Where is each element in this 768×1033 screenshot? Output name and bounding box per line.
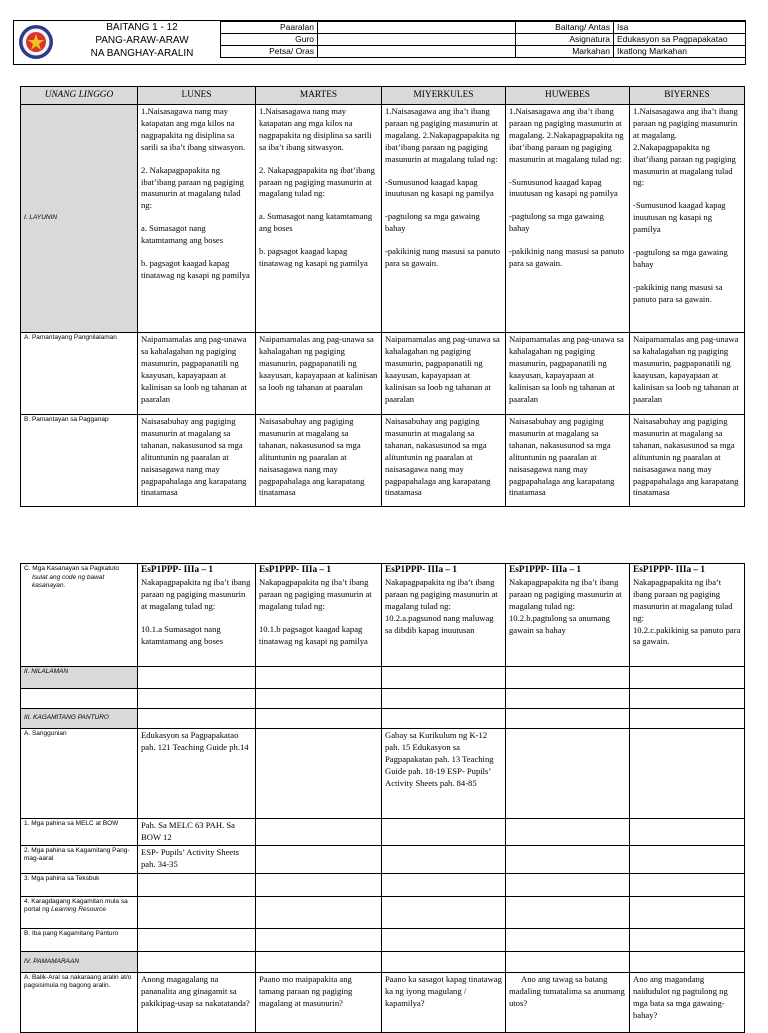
competency-cell: EsP1PPP- IIIa – 1 Nakapagpapakita ng iba’t ibang paraan ng pagiging masunurin at magalang tulad ng: 10.1.b pagsagot kaagad kapag tinatawag ng kasapi ng pamilya (256, 564, 382, 667)
learner-materials-cell: ESP- Pupils’ Activity Sheets pah. 34-35 (138, 845, 256, 873)
empty-cell (506, 928, 630, 951)
review-label: A. Balik-Aral sa nakaraang aralin at/o pagsisimula ng bagong aralin. (21, 972, 138, 1032)
melc-cell (256, 819, 382, 846)
performance-standard-cell: Naisasabuhay ang pagiging masunurin at magalang sa tahanan, nakasusunod sa mga alituntunin ng paaralan at naisasagawa nang may pagpapahalaga ang karapatang tinatamasa (256, 415, 382, 507)
content-standard-cell: Naipamamalas ang pag-unawa sa kahalagahan ng pagiging masunurin, pagpapanatili ng kaayusan, kapayapaan at kalinisan sa loob ng tahanan at paaralan (256, 333, 382, 415)
empty-cell (138, 667, 256, 689)
empty-cell (256, 873, 382, 896)
competency-cell: EsP1PPP- IIIa – 1 Nakapagpapakita ng iba’t ibang paraan ng pagiging masunurin at magalang tulad ng: 10.2.c.pakikinig sa panuto para sa gawain. (630, 564, 745, 667)
deped-seal-icon (16, 23, 60, 61)
empty-cell (630, 667, 745, 689)
table-row (21, 729, 745, 819)
learner-materials-label: 2. Mga pahina sa Kagamitang Pang-mag-aaral (21, 845, 138, 873)
empty-cell (630, 873, 745, 896)
empty-cell (382, 928, 506, 951)
form-title (64, 21, 220, 64)
table-row (21, 333, 745, 415)
empty-cell (630, 896, 745, 928)
quarter-label: Markahan (516, 46, 614, 58)
references-label: A. Sanggunian (21, 729, 138, 819)
day-header-friday: BIYERNES (630, 87, 745, 105)
objective-cell: 1.Naisasagawa ang iba’t ibang paraan ng pagiging masunurin at magalang. 2.Nakapagpapakita ng ibat’ibang paraan ng pagiging masunurin at magalang tulad ng: -Sumusunod kaagad kapag inuutusan ng kasapi ng pamilya -pagtulong sa mga gawaing bahay -pakikinig nang masusi sa panuto para sa gawain. (506, 105, 630, 333)
melc-cell (382, 819, 506, 846)
content-standard-cell: Naipamamalas ang pag-unawa sa kahalagahan ng pagiging masunurin, pagpapanatili ng kaayusan, kapayapaan at kalinisan sa loob ng tahanan at paaralan (630, 333, 745, 415)
title-line-1: BAITANG 1 - 12 (106, 22, 178, 33)
objective-cell: 1.Naisasagawa nang may katapatan ang mga kilos na nagpapakita ng disiplina sa sarili sa iba’t ibang sitwasyon. 2. Nakapagpapakita ng ibat’ibang paraan ng pagiging masunurin at magalang tulad ng: a. Sumasagot nang katamtamang ang boses b. pagsagot kaagad kapag tinatawag ng kasapi ng pamilya (256, 105, 382, 333)
empty-cell (630, 928, 745, 951)
empty-cell (138, 951, 256, 972)
performance-standard-cell: Naisasabuhay ang pagiging masunurin at magalang sa tahanan, nakasusunod sa mga alituntunin ng paaralan at naisasagawa nang may pagpapahalaga ang karapatang tinatamasa (382, 415, 506, 507)
table-header-row (21, 87, 745, 105)
reference-cell: Edukasyon sa Pagpapakatao pah. 121 Teaching Guide ph.14 (138, 729, 256, 819)
table-row (21, 896, 745, 928)
empty-cell (382, 709, 506, 729)
content-standard-cell: Naipamamalas ang pag-unawa sa kahalagahan ng pagiging masunurin, pagpapanatili ng kaayusan, kapayapaan at kalinisan sa loob ng tahanan at paaralan (138, 333, 256, 415)
table-row (21, 689, 745, 709)
melc-cell (630, 819, 745, 846)
review-cell: Ano ang tawag sa batang madaling tumatalima sa anumang utos? (506, 972, 630, 1032)
empty-cell (138, 689, 256, 709)
date-label: Petsa/ Oras (221, 46, 318, 58)
empty-cell (630, 709, 745, 729)
empty-cell (138, 873, 256, 896)
subject-label: Asignatura (516, 34, 614, 46)
empty-cell (382, 896, 506, 928)
week-header: UNANG LINGGO (21, 87, 138, 105)
reference-cell: Gabay sa Kurikulum ng K-12 pah. 15 Edukasyon sa Pagpapakatao pah. 13 Teaching Guide pah. 18-19 ESP- Pupils’ Activity Sheets pah. 84-85 (382, 729, 506, 819)
day-header-monday: LUNES (138, 87, 256, 105)
content-label: II. NILALAMAN (21, 667, 138, 689)
day-header-wednesday: MIYERKULES (382, 87, 506, 105)
empty-cell (506, 709, 630, 729)
table-row (21, 667, 745, 689)
competencies-label: C. Mga Kasanayan sa Pagkatuto Isulat ang code ng bawat kasanayan. (21, 564, 138, 667)
textbook-pages-label: 3. Mga pahina sa Teksbuk (21, 873, 138, 896)
empty-cell (256, 951, 382, 972)
grade-field[interactable]: Isa (614, 22, 746, 34)
reference-cell (506, 729, 630, 819)
materials-label: III. KAGAMITANG PANTURO (21, 709, 138, 729)
empty-cell (506, 873, 630, 896)
performance-standard-cell: Naisasabuhay ang pagiging masunurin at magalang sa tahanan, nakasusunod sa mga alituntunin ng paaralan at naisasagawa nang may pagpapahalaga ang karapatang tinatamasa (506, 415, 630, 507)
learner-materials-cell (506, 845, 630, 873)
competency-cell: EsP1PPP- IIIa – 1 Nakapagpapakita ng iba’t ibang paraan ng pagiging masunurin at magalang tulad ng: 10.2.b.pagtulong sa anumang gawain sa bahay (506, 564, 630, 667)
teacher-field[interactable] (318, 34, 516, 46)
learner-materials-cell (382, 845, 506, 873)
table-row (21, 819, 745, 846)
review-cell: Anong magagalang na pananalita ang ginagamit sa pakikipag-usap sa nakatatanda? (138, 972, 256, 1032)
table-row (21, 709, 745, 729)
empty-cell (256, 709, 382, 729)
empty-label-cell (21, 689, 138, 709)
teacher-label: Guro (221, 34, 318, 46)
melc-pages-label: 1. Mga pahina sa MELC at BOW (21, 819, 138, 846)
empty-cell (138, 709, 256, 729)
learner-materials-cell (630, 845, 745, 873)
content-standard-label: A. Pamantayang Pangnilalaman (21, 333, 138, 415)
empty-cell (506, 689, 630, 709)
empty-cell (382, 873, 506, 896)
objectives-table (20, 86, 745, 507)
content-standard-cell: Naipamamalas ang pag-unawa sa kahalagahan ng pagiging masunurin, pagpapanatili ng kaayusan, kapayapaan at kalinisan sa loob ng tahanan at paaralan (506, 333, 630, 415)
performance-standard-label: B. Pamantayan sa Pagganap (21, 415, 138, 507)
table-row (21, 972, 745, 1032)
content-standard-cell: Naipamamalas ang pag-unawa sa kahalagahan ng pagiging masunurin, pagpapanatili ng kaayusan, kapayapaan at kalinisan sa loob ng tahanan at paaralan (382, 333, 506, 415)
empty-cell (138, 896, 256, 928)
form-header (13, 20, 746, 65)
reference-cell (256, 729, 382, 819)
table-row (21, 928, 745, 951)
performance-standard-cell: Naisasabuhay ang pagiging masunurin at magalang sa tahanan, nakasusunod sa mga alituntunin ng paaralan at naisasagawa nang may pagpapahalaga ang karapatang tinatamasa (630, 415, 745, 507)
melc-cell: Pah. Sa MELC 63 PAH. Sa BOW 12 (138, 819, 256, 846)
objective-cell: 1.Naisasagawa ang iba’t ibang paraan ng pagiging masunurin at magalang. 2.Nakapagpapakita ng ibat’ibang paraan ng pagiging masunurin at magalang tulad ng: -Sumusunod kaagad kapag inuutusan ng kasapi ng pamilya -pagtulong sa mga gawaing bahay -pakikinig nang masusi sa panuto para sa gawain. (382, 105, 506, 333)
empty-cell (256, 928, 382, 951)
empty-cell (256, 689, 382, 709)
school-label: Paaralan (221, 22, 318, 34)
competency-cell: EsP1PPP- IIIa – 1 Nakapagpapakita ng iba’t ibang paraan ng pagiging masunurin at magalang tulad ng: 10.2.a.pagsunod nang maluwag sa dibdib kapag inuutusan (382, 564, 506, 667)
table-row (21, 564, 745, 667)
procedure-table (20, 563, 745, 1033)
table-row (21, 951, 745, 972)
title-line-2: PANG-ARAW-ARAW (95, 35, 189, 46)
empty-cell (256, 667, 382, 689)
reference-cell (630, 729, 745, 819)
procedure-label: IV. PAMAMARAAN (21, 951, 138, 972)
empty-cell (256, 896, 382, 928)
empty-cell (506, 896, 630, 928)
day-header-tuesday: MARTES (256, 87, 382, 105)
other-materials-label: B. Iba pang Kagamitang Panturo (21, 928, 138, 951)
title-line-3: NA BANGHAY-ARALIN (90, 48, 194, 59)
review-cell: Ano ang magandang naidudulot ng pagtulong ng mga bata sa mga gawaing-bahay? (630, 972, 745, 1032)
empty-cell (382, 689, 506, 709)
empty-cell (630, 951, 745, 972)
table-row (21, 105, 745, 333)
objective-cell: 1.Naisasagawa nang may katapatan ang mga kilos na nagpapakita ng disiplina sa sarili sa iba’t ibang sitwasyon. 2. Nakapagpapakita ng ibat’ibang paraan ng pagiging masunurin at magalang tulad ng: a. Sumasagot nang katamtamang ang boses b. pagsagot kaagad kapag tinatawag ng kasapi ng pamilya (138, 105, 256, 333)
table-row (21, 845, 745, 873)
table-row (21, 415, 745, 507)
subject-field[interactable]: Edukasyon sa Pagpapakatao (614, 34, 746, 46)
objective-cell: 1.Naisasagawa ang iba’t ibang paraan ng pagiging masunurin at magalang. 2.Nakapagpapakita ng ibat’ibang paraan ng pagiging masunurin at magalang tulad ng: -Sumusunod kaagad kapag inuutusan ng kasapi ng pamilya -pagtulong sa mga gawaing bahay -pakikinig nang masusi sa panuto para sa gawain. (630, 105, 745, 333)
empty-cell (382, 667, 506, 689)
day-header-thursday: HUWEBES (506, 87, 630, 105)
empty-cell (630, 689, 745, 709)
competency-cell: EsP1PPP- IIIa – 1 Nakapagpapakita ng iba’t ibang paraan ng pagiging masunurin at magalang tulad ng: 10.1.a Sumasagot nang katamtamang ang boses (138, 564, 256, 667)
learner-materials-cell (256, 845, 382, 873)
performance-standard-cell: Naisasabuhay ang pagiging masunurin at magalang sa tahanan, nakasusunod sa mga alituntunin ng paaralan at naisasagawa nang may pagpapahalaga ang karapatang tinatamasa (138, 415, 256, 507)
review-cell: Paano ka sasagot kapag tinatawag ka ng iyong magulang / kapamilya? (382, 972, 506, 1032)
empty-cell (138, 928, 256, 951)
empty-cell (506, 951, 630, 972)
empty-cell (506, 667, 630, 689)
date-field[interactable] (318, 46, 516, 58)
header-info-table (220, 21, 746, 58)
table-row (21, 873, 745, 896)
empty-cell (382, 951, 506, 972)
grade-label: Baitang/ Antas (516, 22, 614, 34)
melc-cell (506, 819, 630, 846)
lr-portal-label: 4. Karagdagang Kagamitan mula sa portal ng Learning Resource (21, 896, 138, 928)
objectives-label: I. LAYUNIN (21, 105, 138, 333)
school-field[interactable] (318, 22, 516, 34)
quarter-field[interactable]: Ikatlong Markahan (614, 46, 746, 58)
review-cell: Paano mo maipapakita ang tamang paraan ng pagiging magalang at masunurin? (256, 972, 382, 1032)
